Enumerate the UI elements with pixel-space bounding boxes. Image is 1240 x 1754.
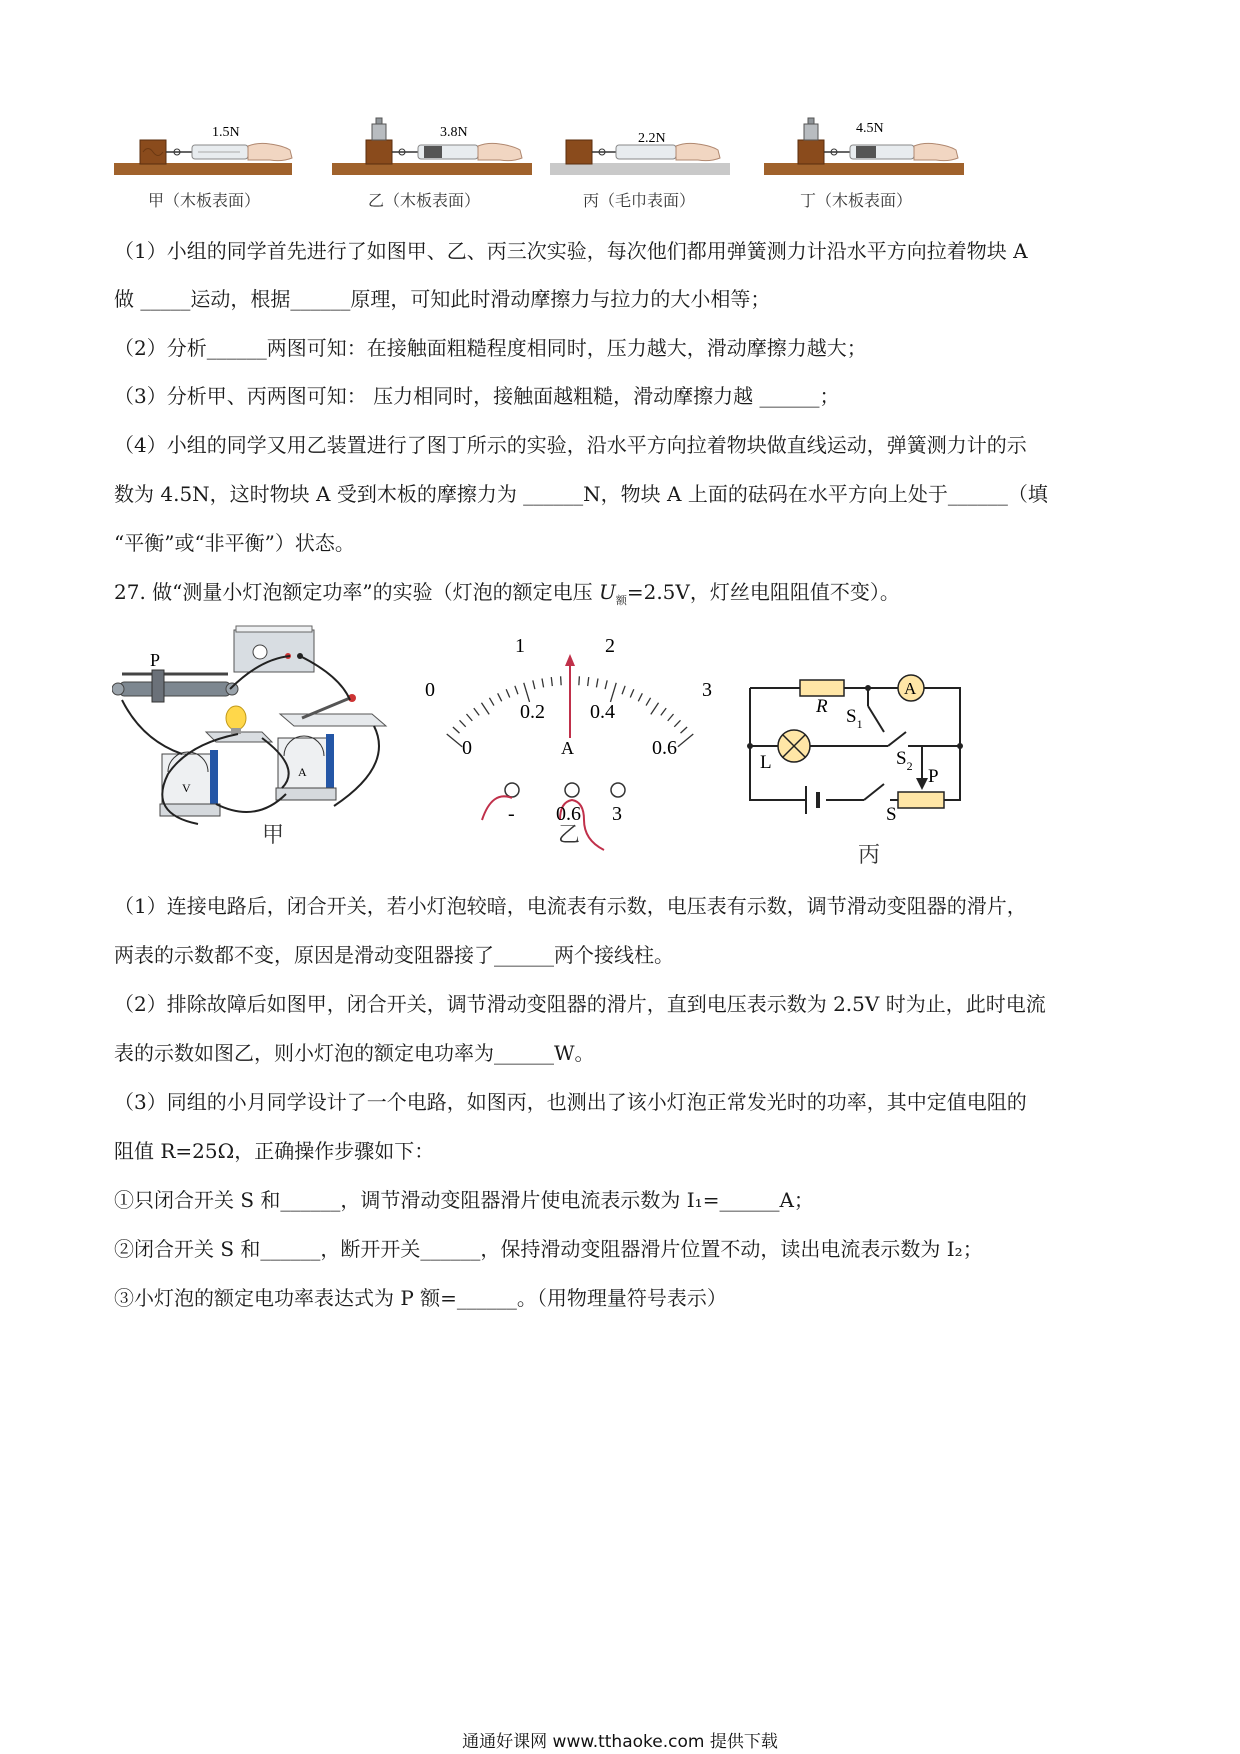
dial-tick — [466, 714, 472, 721]
dial-tick — [622, 686, 625, 694]
label-l: L — [760, 752, 772, 773]
switch-s2-icon — [888, 732, 906, 746]
circuit-apparatus-figure — [112, 622, 412, 832]
label-s2: $S_2$ — [896, 748, 913, 773]
dial-tick — [646, 698, 651, 706]
terminal-06: 0.6 — [556, 803, 581, 825]
dial-tick — [638, 693, 642, 701]
friction-q2: （2）分析______两图可知：在接触面粗糙程度相同时，压力越大，滑动摩擦力越大； — [114, 336, 867, 360]
top-scale-0: 0 — [425, 679, 435, 701]
q27-step3: ③小灯泡的额定电功率表达式为 P 额=______。（用物理量符号表示） — [114, 1286, 727, 1310]
q27-title-sub: 额 — [615, 594, 627, 607]
ammeter-label: A — [298, 765, 307, 779]
q27-p1-line1: （1）连接电路后，闭合开关，若小灯泡较暗，电流表有示数，电压表有示数，调节滑动变阻器的滑片， — [114, 894, 1027, 918]
q27-step2: ②闭合开关 S 和______，断开开关______，保持滑动变阻器滑片位置不动，读出电流表示数为 I₂； — [114, 1237, 983, 1261]
dial-tick — [610, 683, 616, 702]
friction-figure-ding — [762, 110, 982, 180]
label-s1: $S_1$ — [846, 706, 863, 731]
dial-tick — [605, 680, 607, 689]
q27-p2-line1: （2）排除故障后如图甲，闭合开关，调节滑动变阻器的滑片，直到电压表示数为 2.5V 时为止，此时电流 — [114, 992, 1046, 1016]
page-footer: 通通好课网 www.tthaoke.com 提供下载 — [462, 1732, 778, 1752]
switch-icon — [280, 694, 386, 726]
dial-tick — [551, 677, 552, 686]
dial-tick — [515, 686, 518, 694]
voltmeter-label: V — [182, 781, 191, 795]
top-scale-3: 3 — [702, 679, 712, 701]
figure-caption-ding: 丁（木板表面） — [800, 191, 913, 210]
label-p: P — [928, 766, 939, 787]
rheostat-p-icon — [898, 792, 944, 808]
force-label-bing: 2.2N — [638, 131, 666, 146]
rheostat-icon — [112, 670, 238, 702]
dial-tick — [481, 703, 489, 715]
dial-tick — [524, 683, 530, 702]
friction-q1-line2: 做 _____运动，根据______原理，可知此时滑动摩擦力与拉力的大小相等； — [114, 287, 771, 311]
friction-q4-line2: 数为 4.5N，这时物块 A 受到木板的摩擦力为 ______N，物块 A 上面的砝码在水平方向上处于______（填 — [114, 482, 1048, 506]
q27-step1: ①只闭合开关 S 和______，调节滑动变阻器滑片使电流表示数为 I₁=______A； — [114, 1188, 814, 1212]
switch-s-icon — [864, 784, 884, 800]
top-scale-2: 2 — [605, 635, 615, 657]
friction-q4-line3: “平衡”或“非平衡”）状态。 — [114, 531, 355, 555]
dial-tick — [453, 727, 460, 733]
bottom-scale-0: 0 — [462, 737, 472, 759]
dial-tick — [651, 703, 659, 715]
figure-label-yi: 乙 — [558, 823, 581, 848]
terminal-minus: - — [508, 803, 515, 825]
bottom-scale-04: 0.4 — [590, 701, 615, 723]
dial-tick — [533, 680, 535, 689]
dial-tick — [447, 734, 462, 747]
dial-tick — [668, 714, 674, 721]
dial-tick — [542, 678, 544, 687]
dial-tick — [474, 708, 479, 715]
dial-tick — [579, 676, 580, 685]
figure-caption-jia: 甲（木板表面） — [148, 191, 261, 210]
dial-tick — [596, 678, 598, 687]
friction-figure-yi — [330, 110, 540, 180]
label-s: S — [886, 804, 897, 820]
force-label-jia: 1.5N — [212, 125, 240, 140]
voltmeter-icon — [160, 750, 220, 816]
switch-s1-icon — [868, 706, 884, 732]
terminal-3: 3 — [612, 803, 622, 825]
dial-tick — [506, 689, 510, 697]
friction-q1-line1: （1）小组的同学首先进行了如图甲、乙、丙三次实验，每次他们都用弹簧测力计沿水平方向拉着物块 A — [114, 239, 1028, 263]
resistor-r-icon — [800, 680, 844, 696]
friction-figure-bing — [548, 118, 748, 180]
friction-q3: （3）分析甲、丙两图可知： 压力相同时，接触面越粗糙，滑动摩擦力越 ______； — [114, 384, 840, 408]
slider-label-p: P — [150, 650, 161, 670]
q27-p1-line2: 两表的示数都不变，原因是滑动变阻器接了______两个接线柱。 — [114, 943, 674, 967]
circuit-diagram-figure — [738, 660, 978, 820]
bottom-scale-06: 0.6 — [652, 737, 677, 759]
figure-label-jia: 甲 — [262, 823, 285, 848]
q27-title-post: =2.5V，灯丝电阻阻值不变）。 — [626, 580, 900, 604]
q27-title-pre: 27. 做“测量小灯泡额定功率”的实验（灯泡的额定电压 — [114, 580, 599, 604]
friction-q4-line1: （4）小组的同学又用乙装置进行了图丁所示的实验，沿水平方向拉着物块做直线运动，弹簧测力计的示 — [114, 433, 1027, 457]
dial-tick — [588, 677, 589, 686]
q27-p3-line1: （3）同组的小月同学设计了一个电路，如图丙，也测出了该小灯泡正常发光时的功率，其中定值电阻的 — [114, 1090, 1027, 1114]
force-label-ding: 4.5N — [856, 121, 884, 136]
top-scale-1: 1 — [515, 635, 525, 657]
power-supply-icon — [234, 630, 314, 672]
dial-tick — [561, 676, 562, 685]
circuit-ammeter-label: A — [904, 679, 917, 698]
dial-tick — [674, 720, 680, 727]
force-label-yi: 3.8N — [440, 125, 468, 140]
ammeter-icon — [276, 734, 336, 800]
bulb-icon — [206, 706, 272, 742]
figure-caption-bing: 丙（毛巾表面） — [583, 191, 696, 210]
friction-figure-jia — [112, 118, 312, 180]
label-r: R — [816, 696, 828, 717]
dial-tick — [459, 720, 465, 727]
q27-title-u: U — [598, 580, 616, 604]
dial-tick — [489, 698, 494, 706]
figure-caption-yi: 乙（木板表面） — [368, 191, 481, 210]
dial-unit: A — [561, 738, 574, 758]
q27-title — [114, 579, 1129, 614]
bottom-scale-02: 0.2 — [520, 701, 545, 723]
dial-tick — [630, 689, 634, 697]
dial-tick — [681, 727, 688, 733]
figure-label-bing: 丙 — [858, 843, 881, 868]
q27-p2-line2: 表的示数如图乙，则小灯泡的额定电功率为______W。 — [114, 1041, 595, 1065]
q27-p3-line2: 阻值 R=25Ω，正确操作步骤如下： — [114, 1139, 435, 1163]
dial-tick — [661, 708, 666, 715]
dial-tick — [678, 734, 693, 747]
dial-tick — [498, 693, 502, 701]
